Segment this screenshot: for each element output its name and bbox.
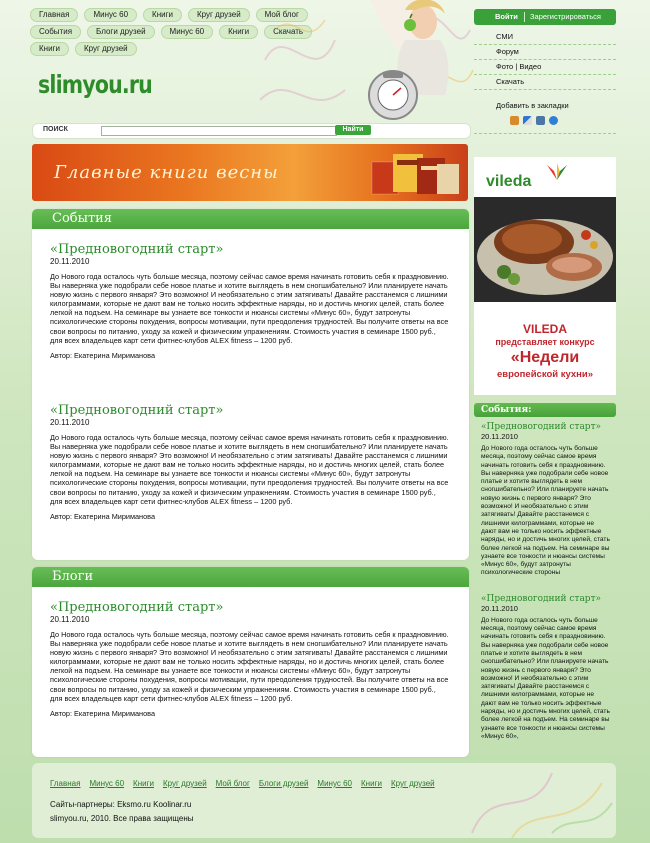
auth-bar (474, 9, 616, 25)
ad-brand-text: VILEDA (522, 322, 567, 336)
footer-partners: Сайты-партнеры: Eksmo.ru Koolinar.ru (50, 800, 192, 809)
vileda-flower-icon (544, 163, 570, 181)
side-event-date: 20.11.2010 (481, 603, 518, 613)
bookmark-flower-icon[interactable] (497, 116, 506, 125)
nav-item-minus60[interactable]: Минус 60 (84, 8, 137, 22)
footer-ornament (452, 763, 616, 838)
footer-link-books[interactable]: Книги (133, 779, 154, 788)
food-plate-image (474, 197, 616, 302)
article-author: Автор: Екатерина Мириманова (50, 511, 156, 521)
bookmark-vk-icon[interactable] (536, 116, 545, 125)
bookmarks-label: Добавить в закладки (496, 101, 569, 110)
nav-item-minus60[interactable]: Минус 60 (161, 25, 214, 39)
side-event-date: 20.11.2010 (481, 432, 518, 441)
nav-item-friends[interactable]: Круг друзей (188, 8, 250, 22)
side-event-body: До Нового года осталось чуть больше месяца, поэтому сейчас самое время начинать готовить себя к праздновинию. Вы наверняка уже подобрали себе новое платье и хотите выглядеть в нем сногшибательно? Или планируете начать новую жизнь с первого января? Это возможно! И необязательно с этим затягивать! Давайте расстанемся с лишними килограммами, которые не дают вам не только носить эффектные наряды, но и достичь многих целей, стать более легкой на подъем. На семинаре вы узнаете все тонкости и нюансы системы «Минус 60», будут затронуты психологические стороны (481, 445, 610, 577)
side-events-title: События: (474, 403, 616, 417)
side-event-item (474, 417, 616, 578)
bookmark-ie-icon[interactable] (549, 116, 558, 125)
bookmark-odnoklassniki-icon[interactable] (510, 116, 519, 125)
article-title[interactable]: «Предновогодний старт» (50, 242, 224, 257)
side-events (474, 403, 616, 741)
nav-item-my-blog[interactable]: Мой блог (256, 8, 308, 22)
ad-headline-2: европейской кухни» (496, 369, 594, 380)
side-event-title[interactable]: «Предновогодний старт» (481, 422, 602, 432)
link-forum[interactable]: Форум (474, 45, 616, 60)
books-banner[interactable] (32, 144, 468, 201)
nav-item-friends-blogs[interactable]: Блоги друзей (87, 25, 155, 39)
events-panel (32, 209, 469, 560)
search-button[interactable]: Найти (335, 125, 371, 135)
footer-nav (50, 779, 435, 788)
hero-woman-with-scale-image (255, 0, 475, 125)
nav-item-download[interactable]: Скачать (264, 25, 312, 39)
side-event-body: До Нового года осталось чуть больше месяца, поэтому сейчас самое время начинать готовить себя к праздновинию. Вы наверняка уже подобрали себе новое платье и хотите выглядеть в нем сногшибательно? Или планируете начать новую жизнь с первого января? Это возможно! И необязательно с этим затягивать! Давайте расстанемся с лишними килограммами, которые не дают вам не только носить эффектные наряды, но и достичь многих целей, стать более легкой на подъем. На семинаре вы узнаете все тонкости и нюансы системы «Минус 60», (481, 616, 610, 740)
article-author: Автор: Екатерина Мириманова (50, 350, 156, 360)
bookmark-icons (497, 116, 558, 125)
nav-item-books[interactable]: Книги (143, 8, 182, 22)
article (50, 403, 450, 521)
login-link[interactable]: Войти (495, 12, 518, 21)
nav-item-events[interactable]: События (30, 25, 81, 39)
nav-item-friends[interactable]: Круг друзей (75, 42, 137, 56)
footer-copyright: slimyou.ru, 2010. Все права защищены (50, 814, 194, 823)
ad-headline: «Недели (510, 349, 580, 366)
nav-item-home[interactable]: Главная (30, 8, 78, 22)
nav-item-books[interactable]: Книги (219, 25, 258, 39)
link-media[interactable]: СМИ (474, 30, 616, 45)
search-label: ПОИСК (43, 126, 68, 133)
vileda-ad[interactable] (474, 157, 616, 395)
footer-link-my-blog[interactable]: Мой блог (215, 779, 250, 788)
footer (32, 763, 616, 838)
footer-link-friends[interactable]: Круг друзей (162, 779, 207, 788)
article (50, 600, 450, 718)
divider (474, 133, 616, 134)
side-event-item (474, 578, 616, 741)
article-body: До Нового года осталось чуть больше месяца, поэтому сейчас самое время начинать готовить себя к праздновинию. Вы наверняка уже подобрали себе новое платье и хотите выглядеть в нем сногшибательно? Или планируете начать новую жизнь с первого января? Это возможно! И необязательно с этим затягивать! Давайте расстанемся с лишними килограммами, которые не дают вам не только носить эффектные наряды, но и достичь многих целей, стать более легкой на подъем. На семинаре вы узнаете все тонкости и нюансы системы «Минус 60», будут затронуты психологические стороны похудения, вопросы мотивации, пути преодоления трудностей. Вы получите ответы на все свои вопросы по питанию, уходу за кожей и физическим упражнениям. Стоимость участия в семинаре 1500 руб., для всех владельцев карт сети фитнес-клубов ALEX fitness – 1200 руб. (50, 433, 449, 506)
blogs-panel (32, 567, 469, 757)
ad-subtitle: представляет конкурс (495, 337, 595, 347)
footer-link-home[interactable]: Главная (50, 779, 81, 788)
footer-link-minus60[interactable]: Минус 60 (317, 779, 353, 788)
article-title[interactable]: «Предновогодний старт» (50, 403, 224, 418)
blogs-section-title: Блоги (32, 567, 469, 587)
footer-link-friends-blogs[interactable]: Блоги друзей (258, 779, 309, 788)
search-input[interactable] (101, 126, 337, 136)
link-download[interactable]: Скачать (474, 75, 616, 90)
link-photo-video[interactable]: Фото | Видео (474, 60, 616, 75)
events-section-title: События (32, 209, 469, 229)
vileda-logo: vileda (486, 173, 532, 190)
bookmark-delicious-icon[interactable] (523, 116, 532, 125)
search-bar (32, 123, 471, 139)
footer-link-friends[interactable]: Круг друзей (390, 779, 435, 788)
register-link[interactable]: Зарегистрироваться (530, 12, 601, 21)
article-date: 20.11.2010 (50, 615, 90, 624)
footer-link-books[interactable]: Книги (361, 779, 382, 788)
right-links (474, 30, 616, 90)
site-logo[interactable]: slimyou.ru (38, 70, 152, 99)
banner-text: Главные книги весны (54, 162, 279, 183)
article-date: 20.11.2010 (50, 257, 90, 266)
article (50, 242, 450, 360)
article-body: До Нового года осталось чуть больше месяца, поэтому сейчас самое время начинать готовить себя к праздновинию. Вы наверняка уже подобрали себе новое платье и хотите выглядеть в нем сногшибательно? Или планируете начать новую жизнь с первого января? Это возможно! И необязательно с этим затягивать! Давайте расстанемся с лишними килограммами, которые не дают вам не только носить эффектные наряды, но и достичь многих целей, стать более легкой на подъем. На семинаре вы узнаете все тонкости и нюансы системы «Минус 60», будут затронуты психологические стороны похудения, вопросы мотивации, пути преодоления трудностей. Вы получите ответы на все свои вопросы по питанию, уходу за кожей и физическим упражнениям. Стоимость участия в семинаре 1500 руб., для всех владельцев карт сети фитнес-клубов ALEX fitness – 1200 руб. (50, 272, 449, 345)
article-author: Автор: Екатерина Мириманова (50, 708, 156, 718)
books-stack-image (367, 148, 462, 196)
article-body: До Нового года осталось чуть больше месяца, поэтому сейчас самое время начинать готовить себя к праздновинию. Вы наверняка уже подобрали себе новое платье и хотите выглядеть в нем сногшибательно? Или планируете начать новую жизнь с первого января? Это возможно! И необязательно с этим затягивать! Давайте расстанемся с лишними килограммами, которые не дают вам не только носить эффектные наряды, но и достичь многих целей, стать более легкой на подъем. На семинаре вы узнаете все тонкости и нюансы системы «Минус 60», будут затронуты психологические стороны похудения, вопросы мотивации, пути преодоления трудностей. Вы получите ответы на все свои вопросы по питанию, уходу за кожей и физическим упражнениям. Стоимость участия в семинаре 1500 руб., для всех владельцев карт сети фитнес-клубов ALEX fitness – 1200 руб. (50, 630, 449, 703)
nav-item-books[interactable]: Книги (30, 42, 69, 56)
article-title[interactable]: «Предновогодний старт» (50, 600, 224, 615)
side-event-title[interactable]: «Предновогодний старт» (481, 593, 602, 604)
auth-divider (524, 12, 525, 22)
footer-link-minus60[interactable]: Минус 60 (89, 779, 125, 788)
article-date: 20.11.2010 (50, 418, 90, 427)
